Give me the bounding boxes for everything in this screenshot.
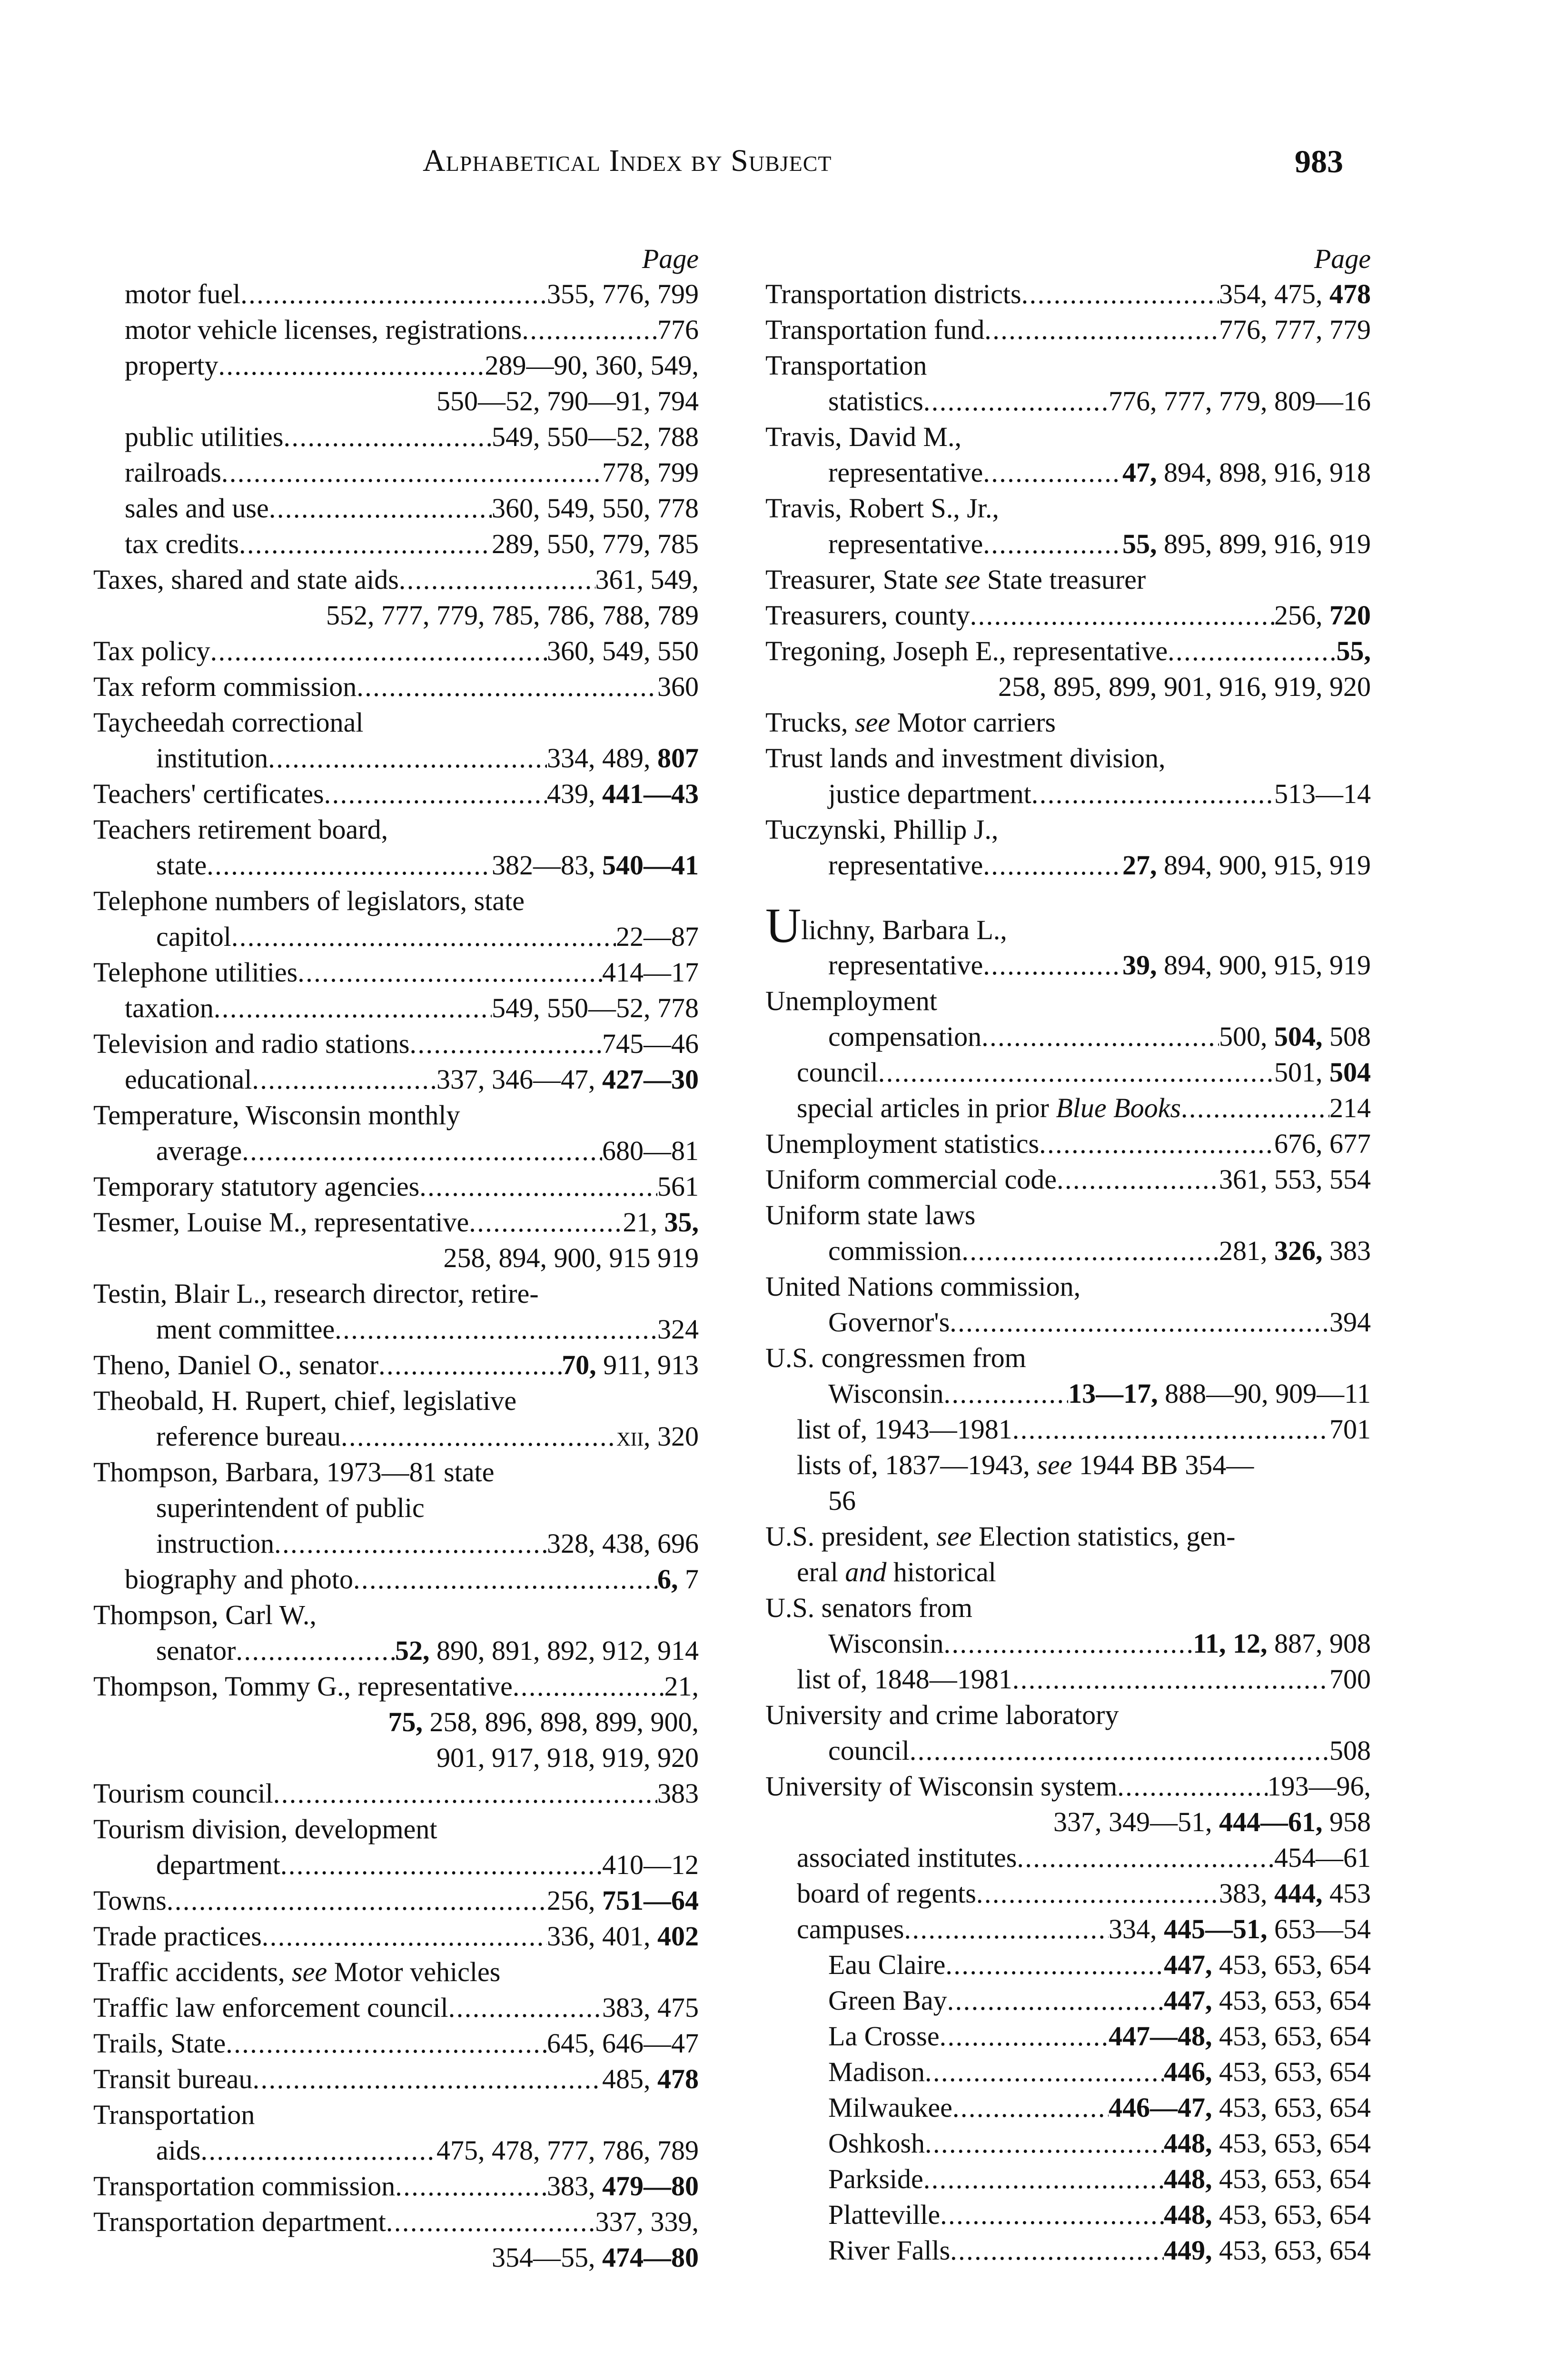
index-entry-head: Tourism division, development: [93, 1814, 437, 1844]
index-entry: campuses . . . 334, 445—51, 653—54: [765, 1911, 1371, 1947]
index-entry: Telephone utilities . . . 414—17: [93, 954, 699, 990]
index-entry-head: Thompson, Carl W.,: [93, 1599, 317, 1630]
index-entry: board of regents . . . 383, 444, 453: [765, 1875, 1371, 1911]
index-entry: sales and use . . . 360, 549, 550, 778: [93, 490, 699, 526]
index-entry: taxation . . . 549, 550—52, 778: [93, 990, 699, 1026]
index-entry: River Falls . . . 449, 453, 653, 654: [765, 2232, 1371, 2268]
index-entry: Trails, State . . . 645, 646—47: [93, 2025, 699, 2061]
page-header: [0, 143, 1546, 200]
index-entry: Governor's . . . 394: [765, 1304, 1371, 1340]
index-entry: Teachers' certificates . . . 439, 441—43: [93, 776, 699, 812]
index-entry: Transportation commission . . . 383, 479—80: [93, 2168, 699, 2204]
index-entry-head: Tuczynski, Phillip J.,: [765, 814, 999, 845]
index-entry: list of, 1848—1981 . . . 700: [765, 1661, 1371, 1697]
running-title: Alphabetical Index by Subject: [423, 143, 832, 178]
index-entry-head: Ulichny, Barbara L.,: [765, 898, 1007, 953]
index-entry: Transportation fund . . . 776, 777, 779: [765, 312, 1371, 347]
index-entry-head: Transportation: [93, 2099, 255, 2130]
index-entry: special articles in prior Blue Books . . . 214: [765, 1090, 1371, 1126]
index-entry: Eau Claire . . . 447, 453, 653, 654: [765, 1947, 1371, 1983]
index-continuation: 75, 258, 896, 898, 899, 900,: [388, 1706, 699, 1737]
index-column-left: [93, 242, 699, 2275]
index-entry: Towns . . . 256, 751—64: [93, 1883, 699, 1918]
index-entry: compensation . . . 500, 504, 508: [765, 1019, 1371, 1054]
index-entry-head: Teachers retirement board,: [93, 814, 388, 845]
index-entry: educational . . . 337, 346—47, 427—30: [93, 1061, 699, 1097]
index-entry-head: Travis, David M.,: [765, 421, 961, 452]
index-entry: instruction . . . 328, 438, 696: [93, 1526, 699, 1561]
index-entry: Platteville . . . 448, 453, 653, 654: [765, 2197, 1371, 2232]
index-entry: representative . . . 55, 895, 899, 916, 919: [765, 526, 1371, 562]
index-entry: senator . . . 52, 890, 891, 892, 912, 914: [93, 1633, 699, 1668]
index-entry: institution . . . 334, 489, 807: [93, 740, 699, 776]
index-entry: Treasurers, county . . . 256, 720: [765, 597, 1371, 633]
index-entry: motor vehicle licenses, registrations . . . 776: [93, 312, 699, 347]
index-continuation: 901, 917, 918, 919, 920: [436, 1742, 699, 1773]
index-entry: Green Bay . . . 447, 453, 653, 654: [765, 1983, 1371, 2018]
index-entry: motor fuel . . . 355, 776, 799: [93, 276, 699, 312]
index-continuation: 258, 894, 900, 915 919: [443, 1242, 699, 1273]
index-continuation: 354—55, 474—80: [492, 2242, 699, 2273]
index-entry-head: Temperature, Wisconsin monthly: [93, 1100, 460, 1130]
index-entry-head: U.S. congressmen from: [765, 1342, 1026, 1373]
index-entry: list of, 1943—1981 . . . 701: [765, 1411, 1371, 1447]
index-entry: Tourism council . . . 383: [93, 1775, 699, 1811]
index-entry: Taxes, shared and state aids . . . 361, 549,: [93, 562, 699, 597]
index-entry: Tesmer, Louise M., representative . . . 21, 35,: [93, 1204, 699, 1240]
index-entry: commission . . . 281, 326, 383: [765, 1233, 1371, 1269]
index-entry: representative . . . 39, 894, 900, 915, 919: [765, 947, 1371, 983]
index-entry: Tax policy . . . 360, 549, 550: [93, 633, 699, 669]
index-entry-head: U.S. senators from: [765, 1592, 972, 1623]
index-entry: Madison . . . 446, 453, 653, 654: [765, 2054, 1371, 2090]
index-entry: Transportation department . . . 337, 339,: [93, 2204, 699, 2240]
index-entry-head: superintendent of public: [156, 1492, 425, 1523]
index-entry: University of Wisconsin system . . . 193—96,: [765, 1768, 1371, 1804]
index-entry: Traffic law enforcement council . . . 383, 475: [93, 1990, 699, 2025]
index-entry: Treasurer, State see State treasurer: [765, 564, 1146, 595]
index-entry: property . . . 289—90, 360, 549,: [93, 347, 699, 383]
index-entry: Wisconsin . . . 13—17, 888—90, 909—11: [765, 1376, 1371, 1411]
index-entry: Uniform commercial code . . . 361, 553, 554: [765, 1161, 1371, 1197]
index-entry: Milwaukee . . . 446—47, 453, 653, 654: [765, 2090, 1371, 2125]
page-column-label: Page: [642, 243, 699, 274]
index-entry: justice department . . . 513—14: [765, 776, 1371, 812]
index-entry: capitol . . . 22—87: [93, 919, 699, 954]
index-entry: Oshkosh . . . 448, 453, 653, 654: [765, 2125, 1371, 2161]
index-entry: railroads . . . 778, 799: [93, 455, 699, 490]
index-entry-head: Telephone numbers of legislators, state: [93, 885, 525, 916]
index-entry-head: Unemployment: [765, 985, 937, 1016]
index-entry: biography and photo . . . 6, 7: [93, 1561, 699, 1597]
index-entry: Transit bureau . . . 485, 478: [93, 2061, 699, 2097]
index-continuation: 550—52, 790—91, 794: [436, 386, 699, 416]
index-entry: reference bureau . . . xii, 320: [93, 1418, 699, 1454]
section-letter-u: U: [765, 898, 802, 953]
index-entry: Temporary statutory agencies . . . 561: [93, 1169, 699, 1204]
index-entry: Parkside . . . 448, 453, 653, 654: [765, 2161, 1371, 2197]
index-column-right: [765, 242, 1371, 2268]
index-entry: council . . . 508: [765, 1733, 1371, 1768]
index-entry: department . . . 410—12: [93, 1847, 699, 1883]
index-entry: Traffic accidents, see Motor vehicles: [93, 1956, 501, 1987]
page-column-label: Page: [1314, 243, 1371, 274]
index-entry-head: Theobald, H. Rupert, chief, legislative: [93, 1385, 517, 1416]
section-gap: [765, 883, 1371, 912]
index-entry: associated institutes . . . 454—61: [765, 1840, 1371, 1875]
index-entry: average . . . 680—81: [93, 1133, 699, 1169]
index-entry: ment committee . . . 324: [93, 1311, 699, 1347]
index-entry-head: Trust lands and investment division,: [765, 743, 1166, 774]
page-number: 983: [1295, 143, 1343, 179]
index-entry: council . . . 501, 504: [765, 1054, 1371, 1090]
index-entry-head: Taycheedah correctional: [93, 707, 364, 738]
index-entry-head: Thompson, Barbara, 1973—81 state: [93, 1457, 495, 1488]
index-entry-head: Transportation: [765, 350, 927, 381]
index-entry-head: Uniform state laws: [765, 1200, 976, 1230]
index-entry: La Crosse . . . 447—48, 453, 653, 654: [765, 2018, 1371, 2054]
index-continuation: 258, 895, 899, 901, 916, 919, 920: [998, 671, 1371, 702]
index-entry: Wisconsin . . . 11, 12, 887, 908: [765, 1626, 1371, 1661]
index-entry: aids . . . 475, 478, 777, 786, 789: [93, 2132, 699, 2168]
index-entry: Thompson, Tommy G., representative . . . 21,: [93, 1668, 699, 1704]
index-entry-head: Travis, Robert S., Jr.,: [765, 493, 999, 524]
index-continuation: 56: [828, 1485, 856, 1516]
index-entry: tax credits . . . 289, 550, 779, 785: [93, 526, 699, 562]
index-entry: public utilities . . . 549, 550—52, 788: [93, 419, 699, 455]
index-entry: Trucks, see Motor carriers: [765, 707, 1056, 738]
index-entry-head: United Nations commission,: [765, 1271, 1081, 1302]
index-entry: representative . . . 47, 894, 898, 916, 918: [765, 455, 1371, 490]
index-entry: Tax reform commission . . . 360: [93, 669, 699, 704]
index-continuation: 552, 777, 779, 785, 786, 788, 789: [326, 600, 699, 631]
index-entry: U.S. president, see Election statistics, gen-: [765, 1521, 1236, 1552]
index-entry-head: University and crime laboratory: [765, 1699, 1119, 1730]
index-entry: state . . . 382—83, 540—41: [93, 847, 699, 883]
index-entry: statistics . . . 776, 777, 779, 809—16: [765, 383, 1371, 419]
index-continuation: 337, 349—51, 444—61, 958: [1053, 1806, 1371, 1837]
index-entry: Trade practices . . . 336, 401, 402: [93, 1918, 699, 1954]
index-entry: Theno, Daniel O., senator . . . 70, 911, 913: [93, 1347, 699, 1383]
index-entry: Television and radio stations . . . 745—46: [93, 1026, 699, 1061]
index-entry: Unemployment statistics . . . 676, 677: [765, 1126, 1371, 1161]
index-entry: Tregoning, Joseph E., representative . . . 55,: [765, 633, 1371, 669]
index-entry-head: Testin, Blair L., research director, retire-: [93, 1278, 539, 1309]
index-entry: lists of, 1837—1943, see 1944 BB 354—: [797, 1449, 1254, 1480]
index-continuation: eral and historical: [797, 1557, 996, 1587]
index-entry: Transportation districts . . . 354, 475, 478: [765, 276, 1371, 312]
index-entry: representative . . . 27, 894, 900, 915, 919: [765, 847, 1371, 883]
